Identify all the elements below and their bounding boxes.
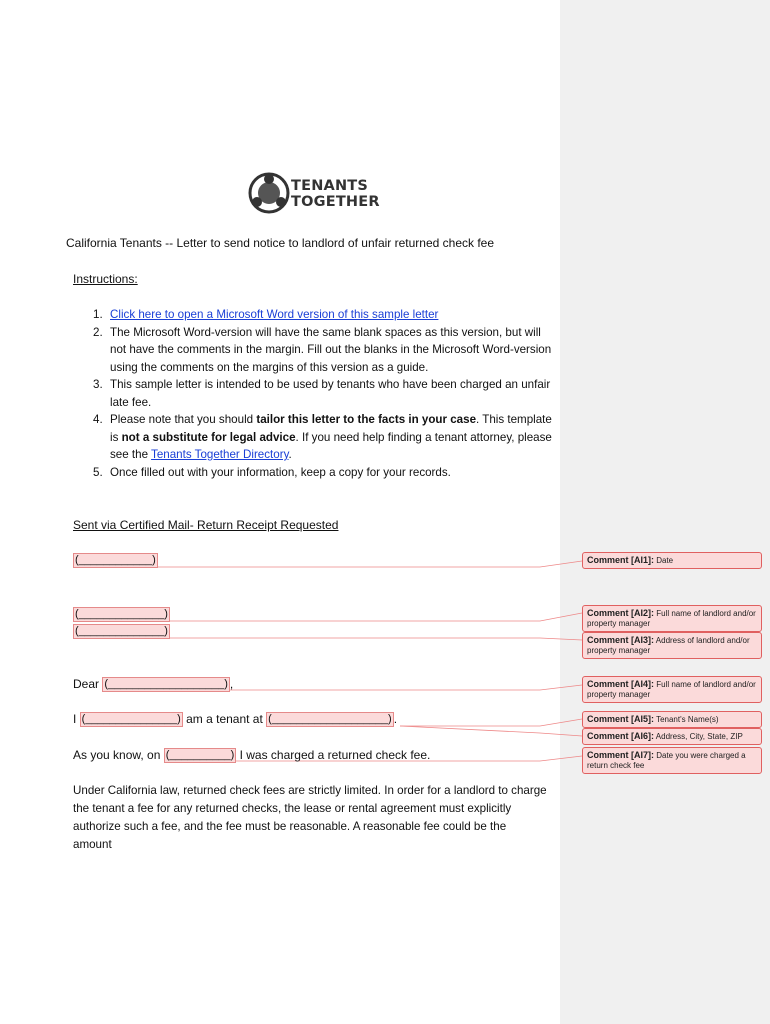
directory-link[interactable]: Tenants Together Directory	[151, 448, 289, 461]
charge-date-blank-field[interactable]: (__________)	[165, 749, 235, 762]
tenant-line: I (_______________) am a tenant at (___________________) .	[73, 712, 398, 726]
instructions-heading: Instructions:	[73, 272, 138, 286]
logo-emblem-icon	[248, 172, 290, 214]
instructions-list	[93, 306, 553, 481]
comment-ai4[interactable]: Comment [AI4]: Full name of landlord and/or property manager	[582, 676, 762, 703]
sent-via-line: Sent via Certified Mail- Return Receipt Requested	[73, 518, 339, 532]
date-line	[73, 553, 158, 568]
comment-ai5[interactable]: Comment [AI5]: Tenant's Name(s)	[582, 711, 762, 728]
landlord-name-line	[73, 607, 170, 622]
comment-ai1[interactable]: Comment [AI1]: Date	[582, 552, 762, 569]
salutation-line: Dear (___________________) ,	[73, 677, 234, 691]
tenants-together-logo	[248, 172, 378, 216]
landlord-name-blank-field[interactable]: (______________)	[75, 608, 168, 621]
charge-date-line: As you know, on (__________) I was charged a returned check fee.	[73, 748, 431, 762]
comment-ai2[interactable]: Comment [AI2]: Full name of landlord and/or property manager	[582, 605, 762, 632]
instruction-item-2: 2. The Microsoft Word-version will have the same blank spaces as this version, but will not have the comments in the margin. Fill out the blanks in the Microsoft Word-version using the comments on the margins of this version as a guide.	[93, 325, 552, 374]
logo-wordmark: TENANTS TOGETHER	[291, 178, 380, 210]
instruction-item-3: 3. This sample letter is intended to be used by tenants who have been charged an unfair late fee.	[93, 378, 551, 409]
landlord-address-blank-field[interactable]: (______________)	[75, 625, 168, 638]
instruction-item-1: 1. Click here to open a Microsoft Word version of this sample letter	[93, 308, 439, 321]
word-version-link[interactable]: Click here to open a Microsoft Word version of this sample letter	[110, 308, 439, 321]
instruction-item-5: 5. Once filled out with your information, keep a copy for your records.	[93, 465, 451, 479]
comment-ai7[interactable]: Comment [AI7]: Date you were charged a return check fee	[582, 747, 762, 774]
tenant-address-blank-field[interactable]: (___________________)	[268, 713, 392, 726]
tenant-name-blank-field[interactable]: (_______________)	[81, 713, 181, 726]
instruction-item-4: 4. Please note that you should tailor this letter to the facts in your case. This template is not a substitute for legal advice. If you need help finding a tenant attorney, please see the Tenants Together Directory.	[93, 413, 552, 461]
comment-ai6[interactable]: Comment [AI6]: Address, City, State, ZIP	[582, 728, 762, 745]
letter-title: California Tenants -- Letter to send notice to landlord of unfair returned check fee	[65, 236, 495, 250]
comments-margin-pane	[560, 0, 770, 1024]
comment-ai3[interactable]: Comment [AI3]: Address of landlord and/or property manager	[582, 632, 762, 659]
dear-name-blank-field[interactable]: (___________________)	[104, 678, 228, 691]
date-blank-field[interactable]: (____________)	[75, 554, 156, 567]
letter-body-paragraph: Under California law, returned check fees are strictly limited. In order for a landlord to charge the tenant a fee for any returned checks, the lease or rental agreement must explicitly authorize such a fee, and the fee must be reasonable. A reasonable fee could be the amount	[73, 784, 547, 851]
landlord-address-line	[73, 624, 170, 639]
